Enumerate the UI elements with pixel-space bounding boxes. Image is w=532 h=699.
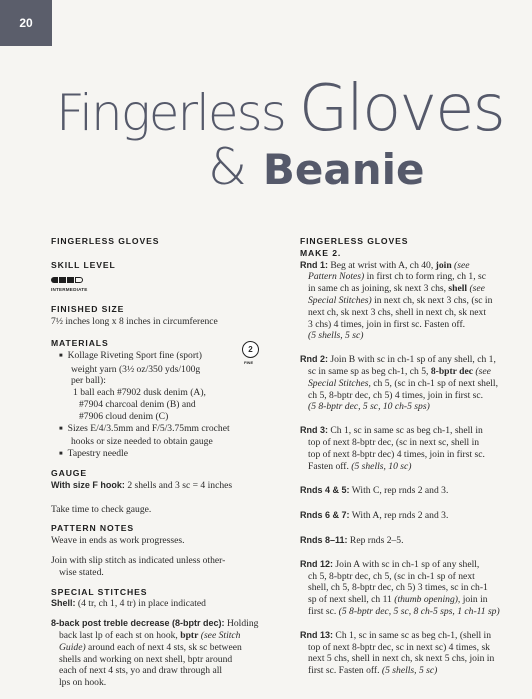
- section-heading-special-stitches: SPECIAL STITCHES: [51, 586, 148, 597]
- round-12-text-1: Join A with sc in ch-1 sp of any shell,: [333, 558, 480, 570]
- bptr-ref: (see Stitch: [198, 629, 241, 641]
- round-2-bptr: 8-bptr dec: [430, 365, 474, 377]
- round-1-ref-3: (see: [467, 283, 485, 295]
- page-title-line1: [56, 72, 504, 146]
- round-12-text-4: sp of next shell, ch 11: [308, 594, 395, 606]
- title-ampersand: &: [208, 138, 263, 196]
- skill-level-icon: [51, 277, 279, 283]
- yarn-color-c: #7906 cloud denim (C): [79, 410, 169, 422]
- material-needle-text: Tapestry needle: [67, 448, 128, 460]
- title-gloves: Gloves: [298, 72, 504, 146]
- yarn-color-b: #7904 charcoal denim (B) and: [79, 398, 196, 410]
- special-stitch-shell: [51, 598, 279, 610]
- round-13-text-1: Ch 1, sc in same sc as beg ch-1, (shell in: [333, 629, 492, 641]
- round-2-label: Rnd 2:: [300, 354, 328, 365]
- round-1-ref-4: Special Stitches): [308, 294, 372, 306]
- round-12-thumb: (thumb opening),: [394, 594, 461, 606]
- gauge-note: Take time to check gauge.: [51, 503, 152, 515]
- skill-level-label: INTERMEDIATE: [51, 286, 88, 292]
- round-13-text-2: top of next 8-bptr dec, sc in next sc) 4 times, sk: [308, 641, 490, 653]
- round-2-text-3: ch 5, (sc in ch-1 sp of next shell,: [370, 377, 498, 389]
- pattern-note-2: [51, 555, 279, 579]
- material-yarn-colors: [51, 387, 279, 422]
- left-column: [51, 236, 279, 689]
- round-2-text-2: sc in same sp as beg ch-1, ch 5,: [308, 365, 431, 377]
- section-heading-make-2: MAKE 2.: [300, 247, 342, 258]
- round-1-join: join: [435, 259, 452, 271]
- special-stitch-8bptr: [51, 618, 279, 689]
- round-12-count: (5 8-bptr dec, 5 sc, 8 ch-5 sps, 1 ch-11 sp): [338, 605, 500, 617]
- round-3-text-3: top of next 8-bptr dec) 4 times, join in first sc.: [308, 448, 485, 460]
- rounds-8-11-text: Rep rnds 2–5.: [347, 534, 404, 546]
- material-yarn: [51, 350, 279, 387]
- bptr-def-3: around each of next 4 sts, sk sc between: [85, 641, 242, 653]
- round-12: [300, 559, 512, 618]
- bptr-def-4: shells and working on next shell, bptr around: [59, 653, 233, 665]
- material-hooks: [51, 423, 279, 449]
- round-13-count: (5 shells, 5 sc): [381, 665, 438, 677]
- round-13-text-4: first sc. Fasten off.: [308, 665, 382, 677]
- material-needle: [51, 448, 279, 462]
- title-fingerless: Fingerless: [56, 84, 299, 142]
- round-3-text-4: Fasten off.: [308, 460, 352, 472]
- bptr-term: bptr: [180, 629, 199, 641]
- bptr-ref-2: Guide): [59, 641, 86, 653]
- round-1-label: Rnd 1:: [300, 259, 328, 270]
- round-3-label: Rnd 3:: [300, 425, 328, 436]
- finished-size-text: 7½ inches long x 8 inches in circumference: [51, 316, 218, 328]
- section-heading-skill-level: SKILL LEVEL: [51, 259, 116, 270]
- right-column: [300, 236, 512, 677]
- round-12-label: Rnd 12:: [300, 558, 334, 569]
- round-13-text-3: next 5 chs, shell in next ch, sk next 5 chs, join in: [308, 653, 495, 665]
- bptr-def-1: Holding: [224, 618, 259, 630]
- rounds-4-5-label: Rnds 4 & 5:: [300, 485, 350, 496]
- round-1-text-6: 3 chs) 4 times, join in first sc. Fasten off.: [308, 318, 466, 330]
- shell-label: Shell:: [51, 598, 76, 609]
- round-3: [300, 425, 512, 472]
- round-1-shell: shell: [448, 283, 468, 295]
- round-12-text-3: shell, ch 5, 8-bptr dec, ch 5) 3 times, sc in ch-1: [308, 582, 488, 594]
- page-title-line2: [208, 138, 425, 196]
- gauge-value: 2 shells and 3 sc = 4 inches: [124, 479, 233, 491]
- round-1-ref-1: (see: [451, 259, 470, 271]
- round-1-text-4: in next ch, sk next 3 chs, (sc in: [371, 294, 493, 306]
- material-hooks-line1: Sizes E/4/3.5mm and F/5/3.75mm crochet: [67, 422, 230, 434]
- round-1-text-2: in first ch to form ring, ch 1, sc: [364, 271, 486, 283]
- pattern-note-1: Weave in ends as work progresses.: [51, 535, 185, 547]
- section-heading-gauge: GAUGE: [51, 467, 88, 478]
- rounds-4-5: [300, 485, 512, 497]
- pattern-note-2-line2: wise stated.: [59, 566, 104, 578]
- round-3-text-1: Ch 1, sc in same sc as beg ch-1, shell in: [328, 425, 483, 437]
- round-12-text-4b: join in: [460, 594, 488, 606]
- material-yarn-line2: weight yarn (3½ oz/350 yds/100g: [71, 363, 201, 375]
- section-heading-pattern-notes: PATTERN NOTES: [51, 523, 134, 534]
- section-heading-fingerless-gloves-make: FINGERLESS GLOVES: [300, 236, 409, 246]
- material-hooks-line2: hooks or size needed to obtain gauge: [71, 436, 213, 448]
- rounds-8-11-label: Rnds 8–11:: [300, 534, 348, 545]
- round-2-text-4: ch 5, 8-bptr dec, ch 5) 4 times, join in first sc.: [308, 389, 484, 401]
- page-number: 20: [0, 0, 52, 46]
- round-2: [300, 354, 512, 413]
- round-3-count: (5 shells, 10 sc): [351, 460, 412, 472]
- rounds-6-7: [300, 510, 512, 522]
- bptr-def-6: lps on hook.: [59, 677, 107, 689]
- bptr-def-5: each of next 4 sts, yo and draw through all: [59, 665, 223, 677]
- round-13-label: Rnd 13:: [300, 629, 334, 640]
- yarn-color-a: 1 ball each #7902 dusk denim (A),: [73, 387, 206, 399]
- rounds-8-11: [300, 535, 512, 547]
- round-12-text-2: ch 5, 8-bptr dec, ch 5, (sc in ch-1 sp of next: [308, 570, 475, 582]
- bptr-label: 8-back post treble decrease (8-bptr dec):: [51, 618, 225, 629]
- rounds-4-5-text: With C, rep rnds 2 and 3.: [349, 485, 449, 497]
- round-1-ref-2: Pattern Notes): [308, 271, 365, 283]
- section-heading-materials: MATERIALS: [51, 337, 109, 348]
- rounds-6-7-label: Rnds 6 & 7:: [300, 510, 350, 521]
- material-yarn-line3: per ball):: [71, 375, 106, 387]
- material-yarn-line1: Kollage Riveting Sport fine (sport): [67, 349, 202, 361]
- title-beanie: Beanie: [262, 145, 425, 194]
- round-2-text-1: Join B with sc in ch-1 sp of any shell, ch 1,: [328, 354, 496, 366]
- bptr-def-2: back last lp of each st on hook,: [59, 629, 181, 641]
- round-13: [300, 630, 512, 677]
- section-heading-fingerless-gloves: FINGERLESS GLOVES: [51, 236, 160, 246]
- section-heading-finished-size: FINISHED SIZE: [51, 304, 125, 315]
- yarn-weight-label: FINE: [244, 360, 254, 365]
- round-1: [300, 260, 512, 343]
- round-1-text-3: in same ch as joining, sk next 3 chs,: [308, 283, 449, 295]
- round-2-count: (5 8-bptr dec, 5 sc, 10 ch-5 sps): [308, 401, 430, 413]
- round-2-ref-2: Special Stitches,: [308, 377, 371, 389]
- gauge-text: [51, 480, 279, 492]
- round-1-text-5: next ch, sk next 3 chs, shell in next ch, sk next: [308, 306, 486, 318]
- yarn-weight-number: 2: [248, 345, 253, 354]
- rounds-6-7-text: With A, rep rnds 2 and 3.: [349, 510, 449, 522]
- round-3-text-2: top of next 8-bptr dec, (sc in next sc, shell in: [308, 436, 480, 448]
- round-1-count: (5 shells, 5 sc): [308, 330, 364, 342]
- round-12-text-5: first sc.: [308, 605, 339, 617]
- gauge-hook: With size F hook:: [51, 479, 125, 490]
- pattern-note-2-line1: Join with slip stitch as indicated unless other-: [51, 554, 226, 566]
- round-2-ref-1: (see: [473, 365, 491, 377]
- round-1-text-1: Beg at wrist with A, ch 40,: [328, 259, 436, 271]
- shell-definition: (4 tr, ch 1, 4 tr) in place indicated: [75, 598, 206, 610]
